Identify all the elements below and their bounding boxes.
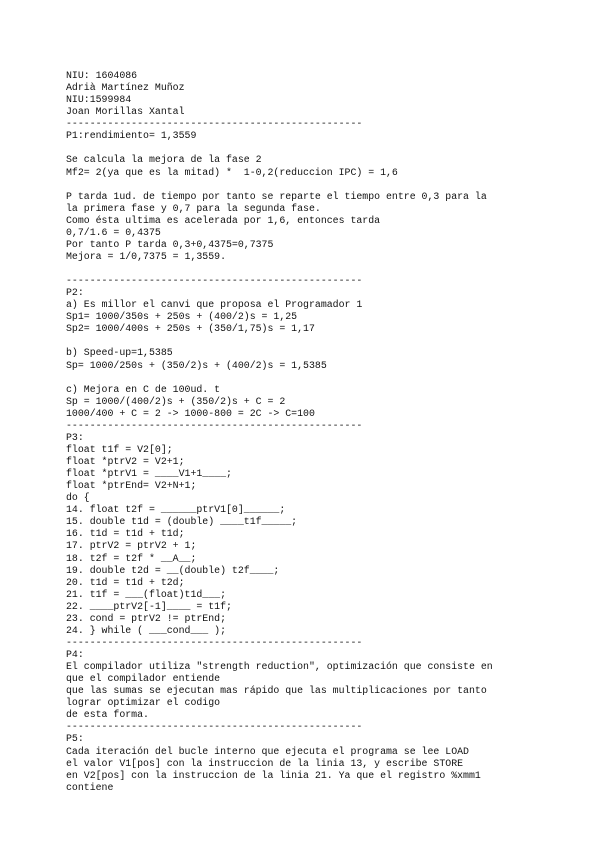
text-line: en V2[pos] con la instruccion de la linia 21. Ya que el registro %xmm1 (66, 769, 481, 781)
text-line: P tarda 1ud. de tiempo por tanto se reparte el tiempo entre 0,3 para la (66, 190, 487, 202)
text-line: 18. t2f = t2f * __A__; (66, 552, 197, 564)
text-line: lograr optimizar el codigo (66, 697, 221, 709)
text-line: 1000/400 + C = 2 -> 1000-800 = 2C -> C=100 (66, 407, 315, 419)
text-line: Sp= 1000/250s + (350/2)s + (400/2)s = 1,5385 (66, 359, 327, 371)
text-line: float t1f = V2[0]; (66, 443, 173, 455)
text-line: 20. t1d = t1d + t2d; (66, 576, 185, 588)
text-line: NIU: 1604086 (66, 70, 138, 81)
text-line: la primera fase y 0,7 para la segunda fase. (66, 202, 321, 214)
text-line: P3: (66, 431, 84, 443)
text-line: 17. ptrV2 = ptrV2 + 1; (66, 540, 197, 552)
text-line (66, 263, 586, 275)
text-line: P2: (66, 287, 84, 299)
text-line: Sp1= 1000/350s + 250s + (400/2)s = 1,25 (66, 311, 298, 323)
text-line: b) Speed-up=1,5385 (66, 347, 173, 359)
document-text (66, 70, 586, 794)
text-line: float *ptrV2 = V2+1; (66, 456, 185, 467)
text-line: 22. ____ptrV2[-1]____ = t1f; (66, 600, 232, 612)
text-line: NIU:1599984 (66, 94, 132, 106)
text-line: Sp = 1000/(400/2)s + (350/2)s + C = 2 (66, 395, 286, 407)
text-line: Como ésta ultima es acelerada por 1,6, entonces tarda (66, 214, 381, 226)
text-line: P5: (66, 733, 84, 745)
text-line: 21. t1f = ___(float)t1d___; (66, 588, 227, 600)
text-line (66, 179, 586, 191)
text-line: P4: (66, 649, 84, 660)
text-line: el valor V1[pos] con la instruccion de la linia 13, y escribe STORE (66, 757, 464, 769)
text-line: a) Es millor el canvi que proposa el Programador 1 (66, 299, 363, 311)
text-line: -------------------------------------------------- (66, 636, 363, 648)
text-line: P1:rendimiento= 1,3559 (66, 130, 197, 142)
text-line: El compilador utiliza "strength reduction", optimización que consiste en (66, 661, 493, 673)
text-line (66, 372, 586, 384)
text-line: 0,7/1.6 = 0,4375 (66, 226, 161, 238)
text-line: -------------------------------------------------- (66, 275, 363, 287)
text-line (66, 142, 586, 154)
text-line: -------------------------------------------------- (66, 419, 363, 431)
text-line: float *ptrEnd= V2+N+1; (66, 480, 197, 492)
text-line: 16. t1d = t1d + t1d; (66, 528, 185, 540)
text-line: de esta forma. (66, 709, 149, 721)
text-line: -------------------------------------------------- (66, 118, 363, 130)
text-line: Cada iteración del bucle interno que ejecuta el programa se lee LOAD (66, 745, 469, 757)
text-line: 15. double t1d = (double) ____t1f_____; (66, 516, 298, 528)
text-line: Mf2= 2(ya que es la mitad) * 1-0,2(reduccion IPC) = 1,6 (66, 166, 398, 178)
text-line: 14. float t2f = ______ptrV1[0]______; (66, 504, 286, 516)
text-line: -------------------------------------------------- (66, 721, 363, 733)
text-line: Adrià Martínez Muñoz (66, 82, 185, 94)
text-line: Se calcula la mejora de la fase 2 (66, 154, 262, 166)
text-line: 19. double t2d = __(double) t2f____; (66, 564, 280, 576)
text-line: Por tanto P tarda 0,3+0,4375=0,7375 (66, 238, 274, 250)
text-line: Mejora = 1/0,7375 = 1,3559. (66, 250, 227, 262)
text-line: 24. } while ( ___cond___ ); (66, 624, 227, 636)
text-line: Sp2= 1000/400s + 250s + (350/1,75)s = 1,17 (66, 323, 315, 335)
text-line: do { (66, 492, 90, 504)
text-line: contiene (66, 781, 114, 793)
text-line: Joan Morillas Xantal (66, 106, 185, 118)
text-line: float *ptrV1 = ____V1+1____; (66, 468, 232, 480)
text-line: que el compilador entiende (66, 673, 221, 685)
text-line: c) Mejora en C de 100ud. t (66, 383, 221, 395)
text-line: 23. cond = ptrV2 != ptrEnd; (66, 612, 227, 624)
text-line: que las sumas se ejecutan mas rápido que las multiplicaciones por tanto (66, 685, 487, 697)
text-line (66, 335, 586, 347)
